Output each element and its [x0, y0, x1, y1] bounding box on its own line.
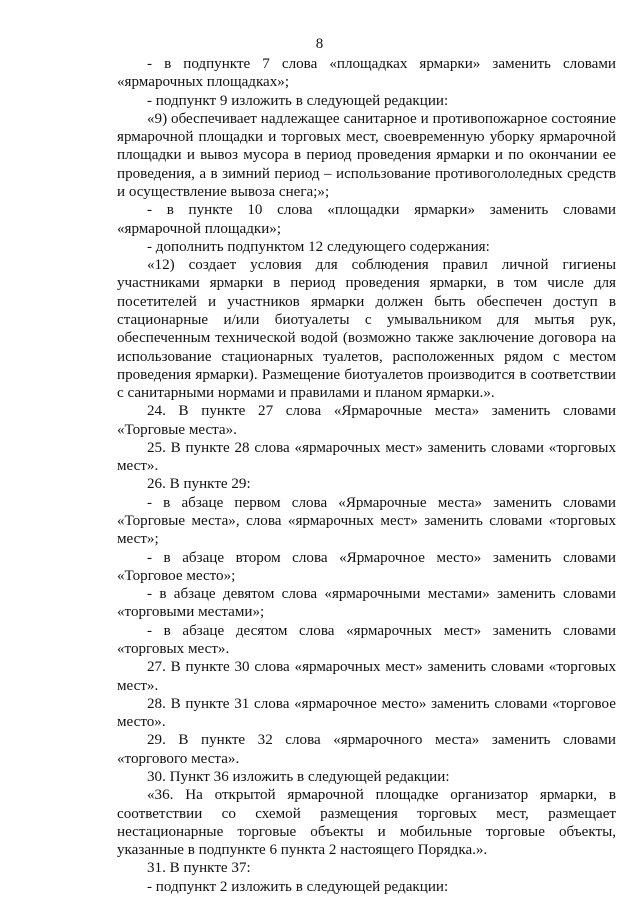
paragraph: «12) создает условия для соблюдения правил личной гигиены участниками ярмарки в период проведения ярмарки, в том числе для посетителей и участников ярмарки должен быть обеспечен доступ в стационарные и/или биотуалеты с умывальником для мытья рук, обеспеченным технической водой (возможно также заключение договора на использование стационарных туалетов, расположенных рядом с местом проведения ярмарки). Размещение биотуалетов производится в соответствии с санитарными нормами и правилами и планом ярмарки.». — [117, 257, 616, 402]
document-body — [117, 55, 616, 896]
paragraph: - дополнить подпунктом 12 следующего содержания: — [147, 238, 490, 255]
paragraph: - в абзаце десятом слова «ярмарочных мест» заменить словами «торговых мест». — [117, 622, 616, 657]
paragraph: 26. В пункте 29: — [147, 476, 251, 493]
paragraph: 28. В пункте 31 слова «ярмарочное место» заменить словами «торговое место». — [117, 695, 616, 731]
paragraph: «9) обеспечивает надлежащее санитарное и противопожарное состояние ярмарочной площадки и торговых мест, своевременную уборку ярмарочной площадки и вывоз мусора в период проведения ярмарки и по окончании ее проведения, а в зимний период – использование противогололедных средств и осуществление вывоза снега;»; — [117, 110, 616, 200]
paragraph: 29. В пункте 32 слова «ярмарочного места» заменить словами «торгового места». — [117, 732, 616, 767]
paragraph: - в абзаце первом слова «Ярмарочные места» заменить словами «Торговые места», слова «ярмарочных мест» заменить словами «торговых мест»; — [117, 494, 616, 548]
paragraph: - в абзаце втором слова «Ярмарочное место» заменить словами «Торговое место»; — [117, 549, 616, 584]
paragraph: - подпункт 2 изложить в следующей редакции: — [147, 878, 449, 895]
page-number: 8 — [315, 36, 324, 52]
paragraph: - в пункте 10 слова «площадки ярмарки» заменить словами «ярмарочной площадки»; — [117, 202, 616, 237]
paragraph: - в абзаце девятом слова «ярмарочными местами» заменить словами «торговыми местами»; — [117, 586, 616, 621]
paragraph: - в подпункте 7 слова «площадках ярмарки» заменить словами «ярмарочных площадках»; — [117, 56, 616, 91]
paragraph: 25. В пункте 28 слова «ярмарочных мест» заменить словами «торговых мест». — [117, 439, 616, 475]
paragraph: - подпункт 9 изложить в следующей редакции: — [147, 92, 449, 109]
paragraph: 24. В пункте 27 слова «Ярмарочные места» заменить словами «Торговые места». — [117, 403, 616, 438]
paragraph: 30. Пункт 36 изложить в следующей редакции: — [147, 768, 450, 785]
paragraph: 27. В пункте 30 слова «ярмарочных мест» заменить словами «торговых мест». — [117, 659, 616, 694]
paragraph: 31. В пункте 37: — [147, 860, 251, 877]
paragraph: «36. На открытой ярмарочной площадке организатор ярмарки, в соответствии со схемой размещения торговых мест, размещает нестационарные торговые объекты и мобильные торговые объекты, указанные в подпункте 6 пункта 2 настоящего Порядка.». — [117, 787, 616, 859]
